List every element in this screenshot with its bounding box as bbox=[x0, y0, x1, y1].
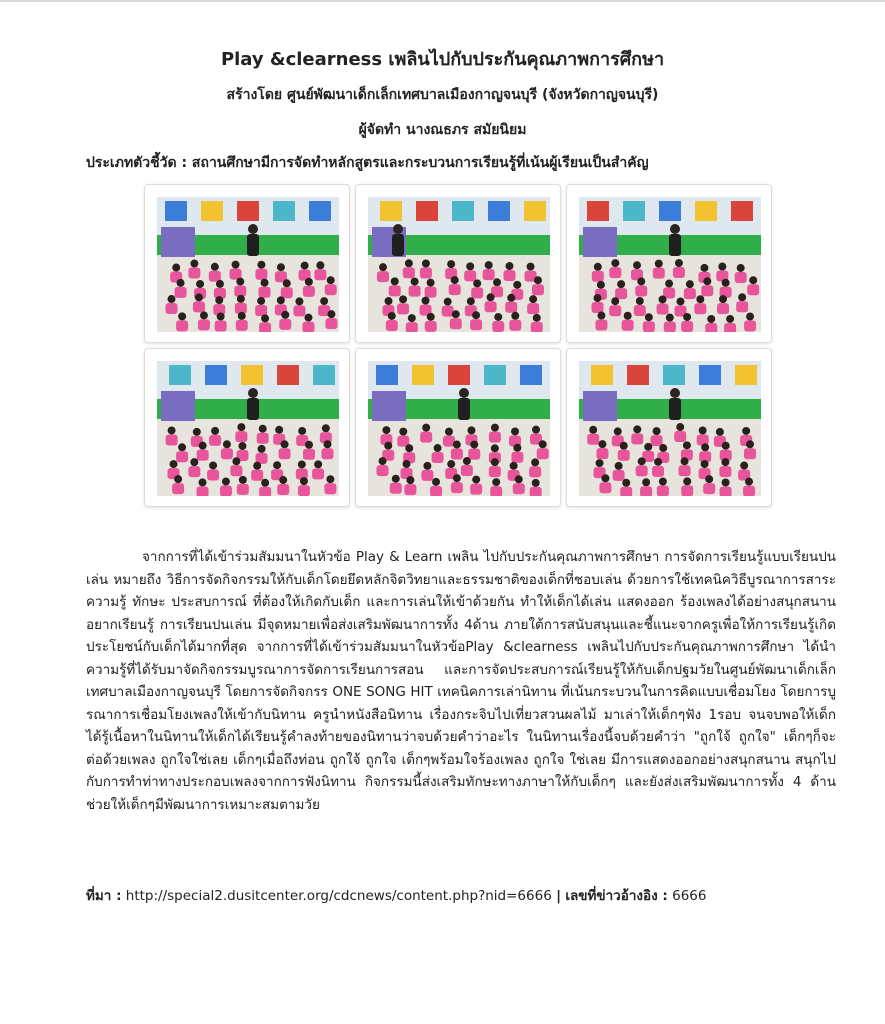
photo-thumbnail[interactable] bbox=[566, 184, 772, 343]
source-separator: | bbox=[556, 888, 562, 904]
classroom-photo bbox=[579, 361, 761, 496]
photo-gallery bbox=[144, 184, 772, 512]
indicator-line: ประเภทตัวชี้วัด : สถานศึกษามีการจัดทำหลักสูตรและกระบวนการเรียนรู้ที่เน้นผู้เรียนเป็นสำคัญ bbox=[86, 155, 649, 171]
reference-label: เลขที่ข่าวอ้างอิง : bbox=[565, 888, 668, 904]
classroom-photo bbox=[368, 361, 550, 496]
classroom-photo bbox=[157, 361, 339, 496]
top-divider bbox=[0, 0, 885, 2]
photo-thumbnail[interactable] bbox=[144, 348, 350, 507]
photo-thumbnail[interactable] bbox=[355, 348, 561, 507]
producer-line: ผู้จัดทำ นางณธภร สมัยนิยม bbox=[358, 122, 527, 138]
photo-thumbnail[interactable] bbox=[566, 348, 772, 507]
source-line bbox=[86, 884, 706, 906]
author-line: สร้างโดย ศูนย์พัฒนาเด็กเล็กเทศบาลเมืองกาญจนบุรี (จังหวัดกาญจนบุรี) bbox=[226, 87, 659, 103]
photo-thumbnail[interactable] bbox=[355, 184, 561, 343]
source-url[interactable]: http://special2.dusitcenter.org/cdcnews/content.php?nid=6666 bbox=[125, 888, 552, 904]
source-label: ที่มา : bbox=[86, 888, 122, 904]
classroom-photo bbox=[368, 197, 550, 332]
article-body: จากการที่ได้เข้าร่วมสัมมนาในหัวข้อ Play & Learn เพลิน ไปกับประกันคุณภาพการศึกษา การจัดการเรียนรู้แบบเรียนปนเล่น หมายถึง วิธีการจัดกิจกรรมให้กับเด็กโดยยึดหลักจิตวิทยาและธรรมชาติของเด็กที่ชอบเล่น ด้วยการใช้เทคนิควิธีบูรณาการสาระความรู้ ทักษะ ประสบการณ์ ที่ต้องให้เกิดกับเด็ก และการเล่นให้เข้าด้วยกัน ทำให้เด็กได้เล่น แสดงออก ร้องเพลงได้อย่างสนุกสนาน อยากเรียนรู้ การเรียนปนเล่น มีจุดหมายเพื่อส่งเสริมพัฒนาการทั้ง 4ด้าน ภายใต้การสนับสนุนและชี้แนะจากครูเพื่อให้การเรียนรู้เกิดประโยชน์กับเด็กได้มากที่สุด จากการที่ได้เข้าร่วมสัมมนาในหัวข้อPlay &clearness เพลินไปกับประกันคุณภาพการศึกษา ได้นำความรู้ที่ได้รับมาจัดกิจกรรมบูรณาการจัดการเรียนการสอน และการจัดประสบการณ์เรียนรู้ให้กับเด็กปฐมวัยในศูนย์พัฒนาเด็กเล็กเทศบาลเมืองกาญจนบุรี โดยการจัดกิจกรร ONE SONG HIT เทคนิคการเล่านิทาน ที่เน้นกระบวนในการคิดแบบเชื่อมโยง โดยการบูรณาการเชื่อมโยงเพลงให้เข้ากับนิทาน ครูนำหนังสือนิทาน เรื่องกระจิบไปเที่ยวสวนผลไม้ มาเล่าให้เด็กๆฟัง 1รอบ จนจบพอให้เด็กได้รู้เนื้อหาในนิทานให้เด็กได้เรียนรู้คำลงท้ายของนิทานว่าจบด้วยคำว่าอะไร ในนิทานเรื่องนี้จบด้วยคำว่า "ถูกใจ้ ถูกใจ" เด็กๆก็จะต่อด้วยเพลง ถูกใจใช่เลย เด็กๆเมื่อถึงท่อน ถูกใจ้ ถูกใจ เด็กๆพร้อมใจร้องเพลง ถูกใจ ใช่เลย มีการแสดงออกอย่างสนุกสนาน สนุกไปกับการทำท่าทางประกอบเพลงจากการฟังนิทาน กิจกรรมนี้ส่งเสริมทักษะทางภาษาให้กับเด็กๆ และยังส่งเสริมพัฒนาการทั้ง 4 ด้าน ช่วยให้เด็กๆมีพัฒนาการเหมาะสมตามวัย bbox=[86, 549, 836, 813]
reference-number: 6666 bbox=[672, 888, 707, 904]
page-title: Play &clearness เพลินไปกับประกันคุณภาพการศึกษา bbox=[220, 49, 665, 70]
photo-thumbnail[interactable] bbox=[144, 184, 350, 343]
classroom-photo bbox=[157, 197, 339, 332]
classroom-photo bbox=[579, 197, 761, 332]
